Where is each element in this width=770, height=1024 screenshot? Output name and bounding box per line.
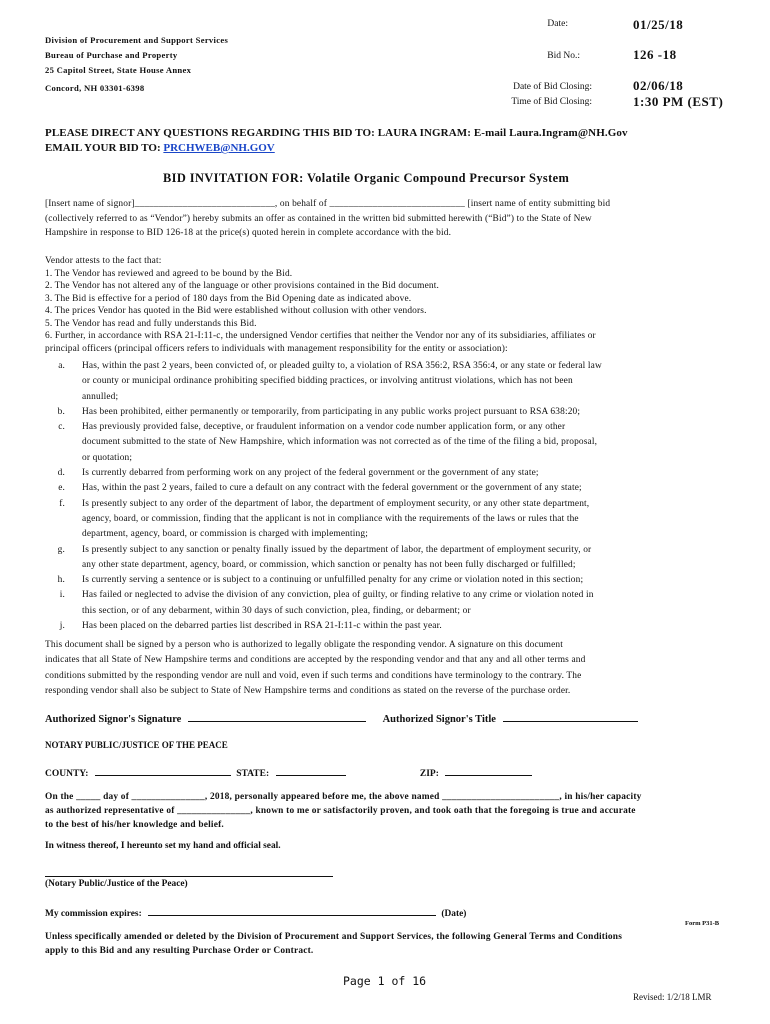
page-title: BID INVITATION FOR: Volatile Organic Compound Precursor System: [163, 171, 570, 185]
sub-item: [45, 574, 745, 587]
sub-item-text: [65, 421, 597, 464]
sub-item-marker: c.: [58, 422, 65, 433]
closing-date-label: Date of Bid Closing:: [513, 82, 592, 92]
page-number: Page 1 of 16: [343, 974, 427, 988]
sub-item: [45, 360, 745, 403]
signature-label: Authorized Signor's Signature: [45, 714, 182, 725]
intro-paragraph: [45, 198, 735, 240]
sub-item-marker: f.: [59, 498, 65, 509]
sub-item-marker: e.: [58, 483, 65, 494]
terms-line: Unless specifically amended or deleted by the Division of Procurement and Support Services, the following General Terms and Conditions: [45, 932, 623, 942]
sub-item: [45, 589, 745, 617]
bid-no-value: 126 -18: [633, 47, 677, 62]
org-line: Division of Procurement and Support Services: [45, 35, 229, 45]
sub-item-text: [65, 498, 589, 541]
email-bid-line: [45, 142, 275, 154]
closing-time-value: 1:30 PM (EST): [633, 94, 724, 109]
sub-item-line: Is currently debarred from performing work on any project of the federal government or the government of any state;: [82, 468, 539, 479]
commission-row: [45, 906, 466, 919]
closing-date-value: 02/06/18: [633, 78, 684, 93]
sub-item-line: Has failed or neglected to advise the division of any conviction, plea of guilty, or finding relative to any crime or violation noted in: [82, 590, 594, 601]
state-label: STATE:: [236, 769, 270, 779]
revised-date: Revised: 1/2/18 LMR: [633, 992, 712, 1002]
sub-item-list: [45, 360, 745, 635]
bid-no-label: Bid No.:: [547, 51, 580, 61]
sub-item-text: [65, 360, 602, 403]
county-field[interactable]: [95, 766, 231, 776]
sub-item: [45, 620, 745, 633]
sub-item-line: or county or municipal ordinance prohibiting specified bidding practices, or involving antitrust violations, which has not been: [82, 376, 573, 387]
zip-label: ZIP:: [419, 769, 439, 779]
intro-line: (collectively referred to as “Vendor”) hereby submits an offer as contained in the written bid submitted herewith (“Bid”) to the State of New: [45, 213, 592, 224]
notary-signature-field[interactable]: [45, 875, 333, 877]
sub-item: [45, 498, 745, 541]
sub-item-line: department, agency, board, or commission is charged with implementing;: [82, 529, 368, 540]
sub-item-text: [65, 589, 594, 617]
sub-item-line: Has previously provided false, deceptive, or fraudulent information on a vendor code number application form, or any other: [82, 422, 566, 433]
sub-item-marker: i.: [59, 590, 65, 601]
sub-item-line: Is presently subject to any order of the department of labor, the department of employment security, or any other state department,: [82, 498, 590, 509]
sign-line: indicates that all State of New Hampshire terms and conditions are accepted by the responding vendor and that any and all other terms and: [45, 655, 586, 666]
sub-item-line: or quotation;: [82, 452, 133, 463]
sub-item-line: any other state department, agency, board, or commission, which sanction or penalty has not been fully discharged or fulfilled;: [82, 559, 576, 570]
sub-item-line: Is presently subject to any sanction or penalty finally issued by the department of labor, the department of employment security, or: [82, 544, 592, 555]
notary-heading: NOTARY PUBLIC/JUSTICE OF THE PEACE: [45, 740, 228, 750]
signature-row: [45, 712, 638, 725]
zip-field[interactable]: [445, 766, 532, 776]
sub-item-line: Has, within the past 2 years, failed to cure a default on any contract with the federal government or the government of any state;: [82, 483, 582, 494]
sub-item-marker: b.: [57, 406, 65, 417]
sub-item-line: this section, or of any debarment, within 30 days of such conviction, plea, finding, or debarment; or: [82, 605, 471, 616]
sub-item: [45, 406, 745, 419]
commission-date-label: (Date): [441, 909, 467, 919]
sub-item-marker: d.: [57, 468, 65, 479]
signature-field[interactable]: [188, 712, 366, 722]
sub-item-line: document submitted to the state of New Hampshire, which information was not corrected as of the time of the filing a bid, proposal,: [82, 437, 598, 448]
attest-item: 5. The Vendor has read and fully understands this Bid.: [45, 318, 257, 329]
attest-item: 4. The prices Vendor has quoted in the Bid were established without collusion with other vendors.: [45, 306, 427, 316]
email-bid-prefix: EMAIL YOUR BID TO:: [45, 142, 164, 154]
form-id: Form P31-B: [685, 920, 720, 927]
date-label: Date:: [547, 19, 568, 29]
sub-item-line: Has been prohibited, either permanently or temporarily, from participating in any public works project pursuant to RSA 638:20;: [82, 406, 581, 417]
sub-item-line: Is currently serving a sentence or is subject to a continuing or unfulfilled penalty for any crime or violation noted in this section;: [82, 575, 584, 586]
sub-item-marker: g.: [57, 544, 65, 555]
state-field[interactable]: [276, 766, 346, 776]
oath-line: to the best of his/her knowledge and belief.: [45, 820, 224, 830]
signor-title-label: Authorized Signor's Title: [382, 714, 496, 725]
intro-line: [Insert name of signor]_____________________________, on behalf of ____________________________ [insert name of entity submitting bid: [45, 199, 611, 209]
terms-paragraph: [45, 930, 622, 958]
oath-line: On the _____ day of _______________, 2018, personally appeared before me, the above named ________________________, in his/her capacity: [45, 792, 642, 802]
sub-item: [45, 467, 745, 480]
attest-item: 2. The Vendor has not altered any of the language or other provisions contained in the Bid document.: [45, 281, 439, 291]
sub-item-text: [65, 482, 582, 495]
sub-item-line: Has, within the past 2 years, been convicted of, or pleaded guilty to, a violation of RSA 356:2, RSA 356:4, or any state or federal law: [82, 361, 602, 371]
attest-heading: Vendor attests to the fact that:: [45, 256, 162, 266]
signor-title-field[interactable]: [503, 712, 638, 722]
witness-line: In witness thereof, I hereunto set my hand and official seal.: [45, 841, 281, 851]
date-value: 01/25/18: [633, 17, 684, 32]
sub-item-marker: h.: [57, 575, 65, 586]
attest-item: 6. Further, in accordance with RSA 21-I:11-c, the undersigned Vendor certifies that neither the Vendor nor any of its subsidiaries, affiliates or: [45, 331, 596, 341]
sub-item-text: [65, 406, 580, 419]
county-row: [45, 766, 532, 779]
questions-line: PLEASE DIRECT ANY QUESTIONS REGARDING THIS BID TO: LAURA INGRAM: E-mail Laura.Ingram@NH.Gov: [45, 127, 628, 139]
attest-item: 3. The Bid is effective for a period of 180 days from the Bid Opening date as indicated above.: [45, 293, 412, 304]
oath-line: as authorized representative of _______________, known to me or satisfactorily proven, and took oath that the foregoing is true and accurate: [45, 806, 636, 816]
sub-item: [45, 482, 745, 495]
sub-item-line: Has been placed on the debarred parties list described in RSA 21-I:11-c within the past year.: [82, 621, 442, 632]
oath-paragraph: [45, 790, 642, 832]
org-line: Bureau of Purchase and Property: [45, 50, 178, 60]
sub-item-line: agency, board, or commission, finding that the applicant is not in compliance with the requirements of the laws or rules that the: [82, 513, 579, 524]
bid-email-link[interactable]: PRCHWEB@NH.GOV: [163, 142, 275, 154]
sub-item-text: [65, 544, 591, 572]
sub-item: [45, 544, 745, 572]
sub-item: [45, 421, 745, 464]
commission-label: My commission expires:: [45, 909, 142, 919]
intro-line: Hampshire in response to BID 126-18 at the price(s) quoted herein in complete accordance with the bid.: [45, 228, 452, 238]
sign-line: This document shall be signed by a person who is authorized to legally obligate the responding vendor. A signature on this document: [45, 640, 563, 650]
sign-line: responding vendor shall also be subject to State of New Hampshire terms and conditions as stated on the reverse of the purchase order.: [45, 685, 571, 696]
sub-item-text: [65, 620, 442, 633]
sign-line: conditions submitted by the responding vendor are null and void, even if such terms and conditions have terminology to the contrary. The: [45, 670, 582, 681]
county-label: COUNTY:: [45, 769, 89, 779]
commission-field[interactable]: [148, 906, 436, 916]
sub-item-line: annulled;: [82, 391, 119, 402]
org-line: Concord, NH 03301-6398: [45, 83, 145, 93]
notary-signature-caption: (Notary Public/Justice of the Peace): [45, 879, 188, 889]
sub-item-text: [65, 574, 583, 587]
org-block: [45, 33, 228, 96]
attest-item: 1. The Vendor has reviewed and agreed to be bound by the Bid.: [45, 268, 293, 279]
sub-item-marker: j.: [59, 621, 65, 632]
terms-line: apply to this Bid and any resulting Purchase Order or Contract.: [45, 946, 314, 956]
sign-paragraph: [45, 638, 745, 699]
sub-item-marker: a.: [58, 361, 65, 371]
attest-item: principal officers (principal officers refers to individuals with management responsibility for the entity or association):: [45, 343, 508, 354]
sub-item-text: [65, 467, 539, 480]
org-line: 25 Capitol Street, State House Annex: [45, 65, 192, 75]
attest-section: [45, 255, 745, 355]
closing-time-label: Time of Bid Closing:: [511, 97, 592, 107]
